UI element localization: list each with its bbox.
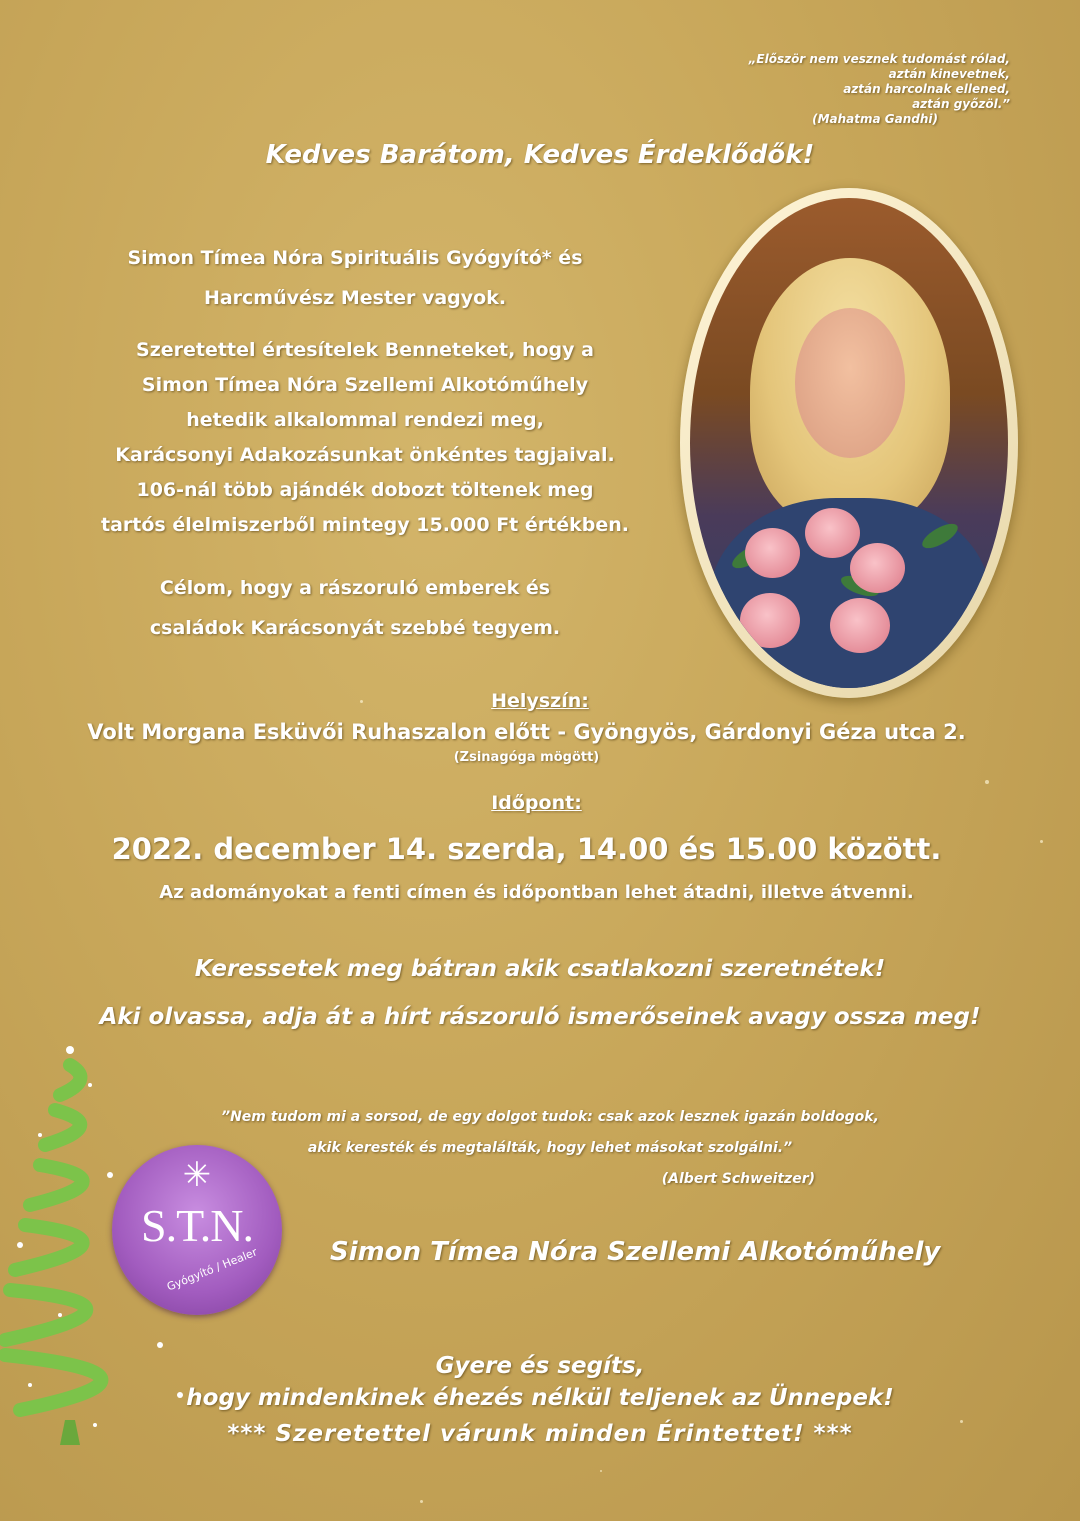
rose bbox=[745, 528, 800, 578]
time-label: Időpont: bbox=[491, 792, 582, 814]
gandhi-quote-line: „Először nem vesznek tudomást rólad, bbox=[748, 52, 1010, 66]
organization-name: Simon Tímea Nóra Szellemi Alkotóműhely bbox=[330, 1237, 941, 1267]
rose bbox=[740, 593, 800, 648]
call-to-action-line: Aki olvassa, adja át a hírt rászoruló ismerőseinek avagy ossza meg! bbox=[99, 1004, 981, 1030]
gandhi-quote-line: aztán kinevetnek, bbox=[888, 67, 1010, 81]
gandhi-quote bbox=[600, 52, 1010, 127]
portrait-image bbox=[690, 198, 1008, 688]
gandhi-quote-line: aztán győzöl.” bbox=[912, 97, 1010, 111]
star-icon: ✳ bbox=[182, 1155, 212, 1195]
announcement-line: Szeretettel értesítelek Benneteket, hogy a bbox=[136, 339, 594, 361]
goal-text bbox=[30, 568, 680, 648]
gandhi-quote-line: aztán harcolnak ellened, bbox=[843, 82, 1010, 96]
location-label: Helyszín: bbox=[491, 690, 589, 712]
closing-text bbox=[0, 1350, 1080, 1450]
rose bbox=[850, 543, 905, 593]
call-to-action-line: Keressetek meg bátran akik csatlakozni szeretnétek! bbox=[194, 956, 886, 982]
goal-line: családok Karácsonyát szebbé tegyem. bbox=[149, 617, 561, 639]
location-note: (Zsinagóga mögött) bbox=[453, 750, 600, 765]
closing-line: *** Szeretettel várunk minden Érintettet! *** bbox=[227, 1421, 853, 1447]
announcement-text bbox=[30, 333, 700, 543]
greeting-heading: Kedves Barátom, Kedves Érdeklődők! bbox=[265, 140, 815, 170]
schweitzer-quote-line: ”Nem tudom mi a sorsod, de egy dolgot tudok: csak azok lesznek igazán boldogok, bbox=[221, 1109, 879, 1125]
closing-line: hogy mindenkinek éhezés nélkül teljenek az Ünnepek! bbox=[186, 1385, 894, 1411]
announcement-line: Simon Tímea Nóra Szellemi Alkotóműhely bbox=[141, 374, 589, 396]
sparkle bbox=[420, 1500, 423, 1503]
sparkle bbox=[600, 1470, 602, 1472]
announcement-line: tartós élelmiszerből mintegy 15.000 Ft értékben. bbox=[101, 514, 629, 536]
schweitzer-quote-author: (Albert Schweitzer) bbox=[661, 1171, 815, 1187]
schweitzer-quote-line: akik keresték és megtalálták, hogy lehet másokat szolgálni.” bbox=[307, 1140, 793, 1156]
announcement-line: 106-nál több ajándék dobozt töltenek meg bbox=[136, 479, 594, 501]
intro-line: Simon Tímea Nóra Spirituális Gyógyító* és bbox=[127, 247, 583, 269]
stn-logo bbox=[112, 1145, 282, 1315]
location-value: Volt Morgana Esküvői Ruhaszalon előtt - Gyöngyös, Gárdonyi Géza utca 2. bbox=[87, 720, 966, 744]
announcement-line: hetedik alkalommal rendezi meg, bbox=[186, 409, 544, 431]
rose bbox=[805, 508, 860, 558]
stn-logo-subtitle: Gyógyító / Healer bbox=[164, 1245, 260, 1294]
intro-text bbox=[30, 238, 680, 318]
sparkle bbox=[985, 780, 989, 784]
stn-logo-text: S.T.N. bbox=[141, 1200, 253, 1251]
time-value: 2022. december 14. szerda, 14.00 és 15.00 között. bbox=[111, 832, 942, 866]
portrait-photo bbox=[680, 188, 1018, 698]
portrait-face bbox=[795, 308, 905, 458]
gandhi-quote-author: (Mahatma Gandhi) bbox=[812, 112, 938, 126]
intro-line: Harcművész Mester vagyok. bbox=[203, 287, 507, 309]
rose bbox=[830, 598, 890, 653]
closing-line: Gyere és segíts, bbox=[435, 1353, 645, 1379]
goal-line: Célom, hogy a rászoruló emberek és bbox=[159, 577, 551, 599]
time-note: Az adományokat a fenti címen és időpontban lehet átadni, illetve átvenni. bbox=[159, 882, 914, 903]
announcement-line: Karácsonyi Adakozásunkat önkéntes tagjaival. bbox=[115, 444, 615, 466]
